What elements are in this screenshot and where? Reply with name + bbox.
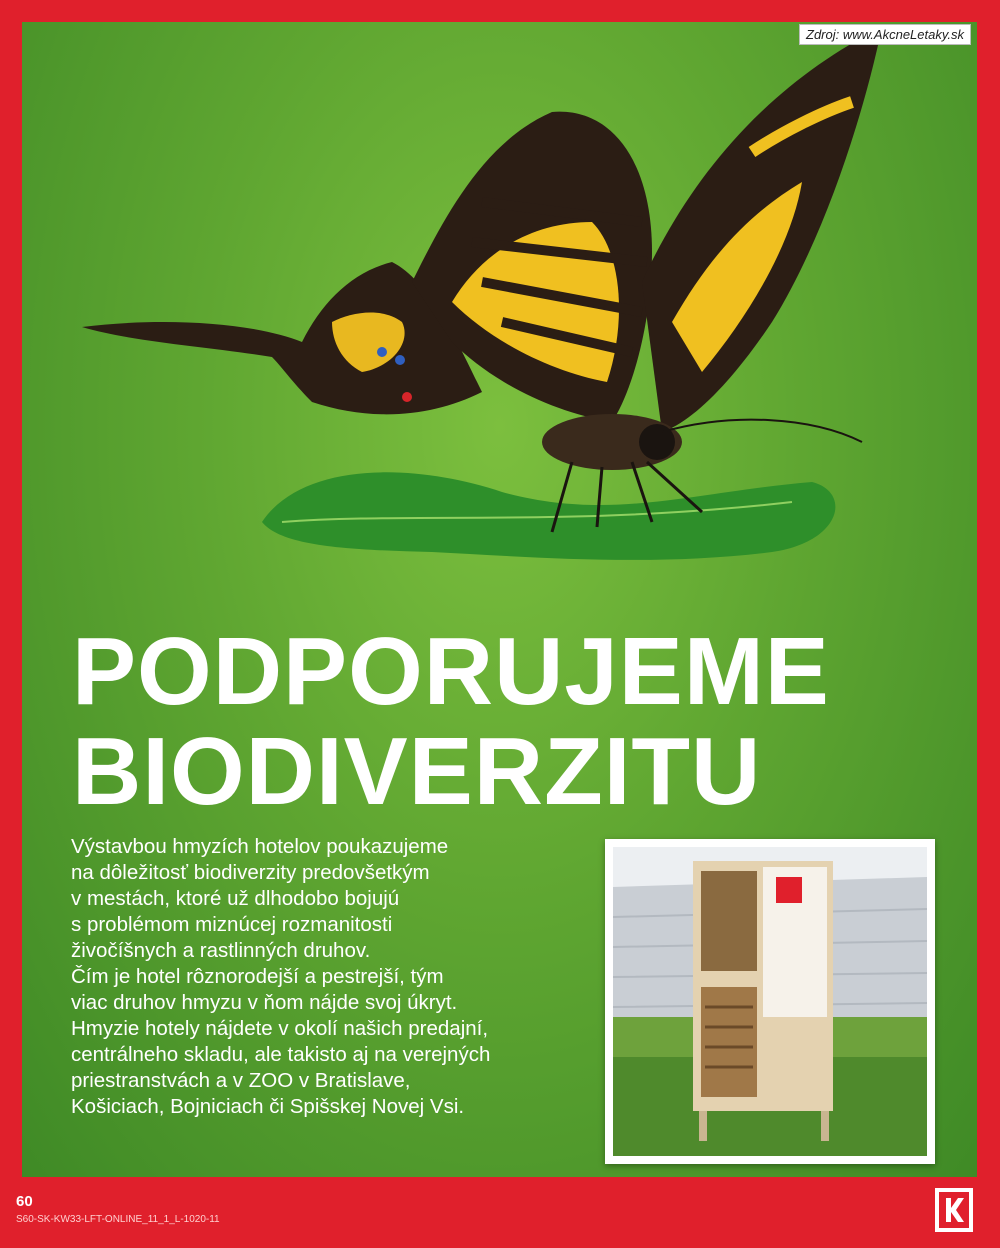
insect-hotel-photo [613, 847, 927, 1156]
headline-line-1: PODPORUJEME [72, 618, 830, 725]
body-line: s problémom miznúcej rozmanitosti [71, 913, 393, 936]
insect-hotel-photo-frame [605, 839, 935, 1164]
headline [72, 618, 952, 825]
body-line: priestranstvách a v ZOO v Bratislave, [71, 1069, 411, 1092]
footer-code: S60-SK-KW33-LFT-ONLINE_11_1_L-1020-11 [16, 1214, 220, 1225]
headline-line-2: BIODIVERZITU [72, 718, 762, 825]
body-line: Výstavbou hmyzích hotelov poukazujeme [71, 835, 449, 858]
body-line: centrálneho skladu, ale takisto aj na verejných [71, 1043, 491, 1066]
page-number: 60 [16, 1193, 33, 1210]
body-line: na dôležitosť biodiverzity predovšetkým [71, 861, 430, 884]
butterfly-illustration [52, 22, 952, 582]
body-paragraph [71, 834, 611, 1120]
body-line: v mestách, ktoré už dlhodobo bojujú [71, 887, 400, 910]
body-line: viac druhov hmyzu v ňom nájde svoj úkryt. [71, 991, 458, 1014]
body-line: živočíšnych a rastlinných druhov. [71, 939, 371, 962]
kaufland-logo-icon [935, 1188, 973, 1232]
body-line: Čím je hotel rôznorodejší a pestrejší, tým [71, 965, 444, 988]
green-panel [22, 22, 977, 1177]
body-line: Košiciach, Bojniciach či Spišskej Novej Vsi. [71, 1095, 465, 1118]
source-tag: Zdroj: www.AkcneLetaky.sk [799, 24, 971, 45]
body-line: Hmyzie hotely nájdete v okolí našich predajní, [71, 1017, 489, 1040]
